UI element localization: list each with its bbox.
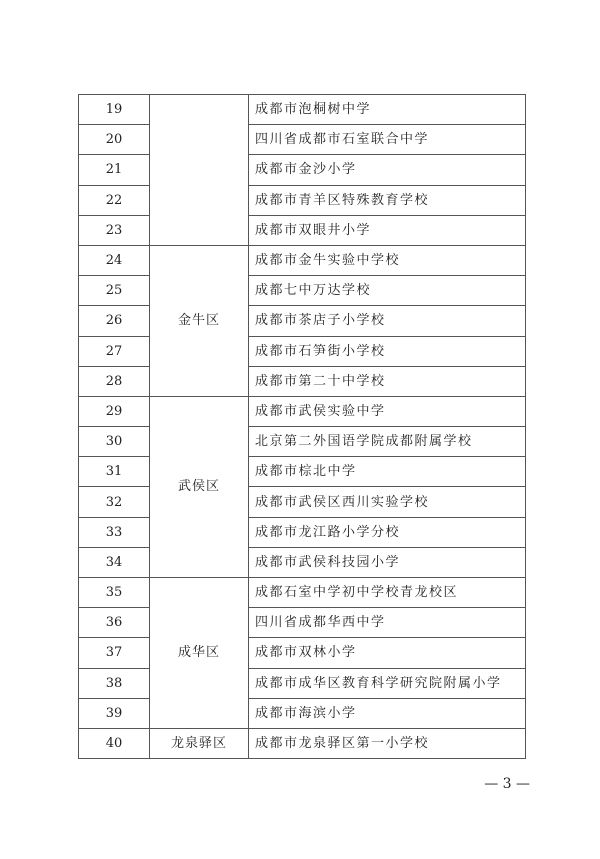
school-name: 成都市金牛实验中学校 xyxy=(249,245,526,275)
table-row xyxy=(79,215,526,245)
row-number: 38 xyxy=(79,668,150,698)
school-name: 成都市武侯区西川实验学校 xyxy=(249,487,526,517)
school-name: 成都市成华区教育科学研究院附属小学 xyxy=(249,668,526,698)
school-name: 成都市茶店子小学校 xyxy=(249,306,526,336)
row-number: 30 xyxy=(79,427,150,457)
row-number: 35 xyxy=(79,578,150,608)
row-number: 37 xyxy=(79,638,150,668)
row-number: 22 xyxy=(79,185,150,215)
table-row xyxy=(79,638,526,668)
school-name: 成都市武侯科技园小学 xyxy=(249,547,526,577)
row-number: 33 xyxy=(79,517,150,547)
row-number: 24 xyxy=(79,245,150,275)
table-row xyxy=(79,698,526,728)
table-row xyxy=(79,427,526,457)
row-number: 29 xyxy=(79,396,150,426)
district-cell xyxy=(150,95,249,246)
table-row xyxy=(79,276,526,306)
school-name: 北京第二外国语学院成都附属学校 xyxy=(249,427,526,457)
table-row xyxy=(79,517,526,547)
table-row xyxy=(79,457,526,487)
row-number: 26 xyxy=(79,306,150,336)
page-number: — 3 — xyxy=(484,776,530,792)
row-number: 27 xyxy=(79,336,150,366)
school-name: 成都市青羊区特殊教育学校 xyxy=(249,185,526,215)
school-name: 成都市武侯实验中学 xyxy=(249,396,526,426)
row-number: 19 xyxy=(79,95,150,125)
school-name: 成都市龙泉驿区第一小学校 xyxy=(249,728,526,758)
table-row xyxy=(79,95,526,125)
school-name: 成都市双林小学 xyxy=(249,638,526,668)
school-name: 成都市棕北中学 xyxy=(249,457,526,487)
school-name: 成都市龙江路小学分校 xyxy=(249,517,526,547)
row-number: 28 xyxy=(79,366,150,396)
table-row xyxy=(79,185,526,215)
row-number: 31 xyxy=(79,457,150,487)
table-row xyxy=(79,125,526,155)
table-row xyxy=(79,336,526,366)
table-row xyxy=(79,608,526,638)
table-row xyxy=(79,487,526,517)
table-row xyxy=(79,578,526,608)
row-number: 40 xyxy=(79,728,150,758)
table-row xyxy=(79,306,526,336)
district-cell: 成华区 xyxy=(150,578,249,729)
school-list-table xyxy=(78,94,526,759)
school-name: 成都石室中学初中学校青龙校区 xyxy=(249,578,526,608)
row-number: 39 xyxy=(79,698,150,728)
table-row xyxy=(79,245,526,275)
table-row xyxy=(79,547,526,577)
table-row xyxy=(79,396,526,426)
row-number: 25 xyxy=(79,276,150,306)
row-number: 32 xyxy=(79,487,150,517)
row-number: 21 xyxy=(79,155,150,185)
table-row xyxy=(79,155,526,185)
row-number: 34 xyxy=(79,547,150,577)
table-row xyxy=(79,366,526,396)
row-number: 36 xyxy=(79,608,150,638)
school-name: 成都市第二十中学校 xyxy=(249,366,526,396)
school-name: 成都市海滨小学 xyxy=(249,698,526,728)
table-row xyxy=(79,728,526,758)
district-cell: 金牛区 xyxy=(150,245,249,396)
table-row xyxy=(79,668,526,698)
school-name: 四川省成都华西中学 xyxy=(249,608,526,638)
school-name: 成都市泡桐树中学 xyxy=(249,95,526,125)
row-number: 20 xyxy=(79,125,150,155)
school-name: 成都市金沙小学 xyxy=(249,155,526,185)
school-list-body xyxy=(79,95,526,759)
school-name: 成都七中万达学校 xyxy=(249,276,526,306)
school-name: 成都市双眼井小学 xyxy=(249,215,526,245)
row-number: 23 xyxy=(79,215,150,245)
district-cell: 武侯区 xyxy=(150,396,249,577)
school-name: 四川省成都市石室联合中学 xyxy=(249,125,526,155)
district-cell: 龙泉驿区 xyxy=(150,728,249,758)
school-name: 成都市石笋街小学校 xyxy=(249,336,526,366)
